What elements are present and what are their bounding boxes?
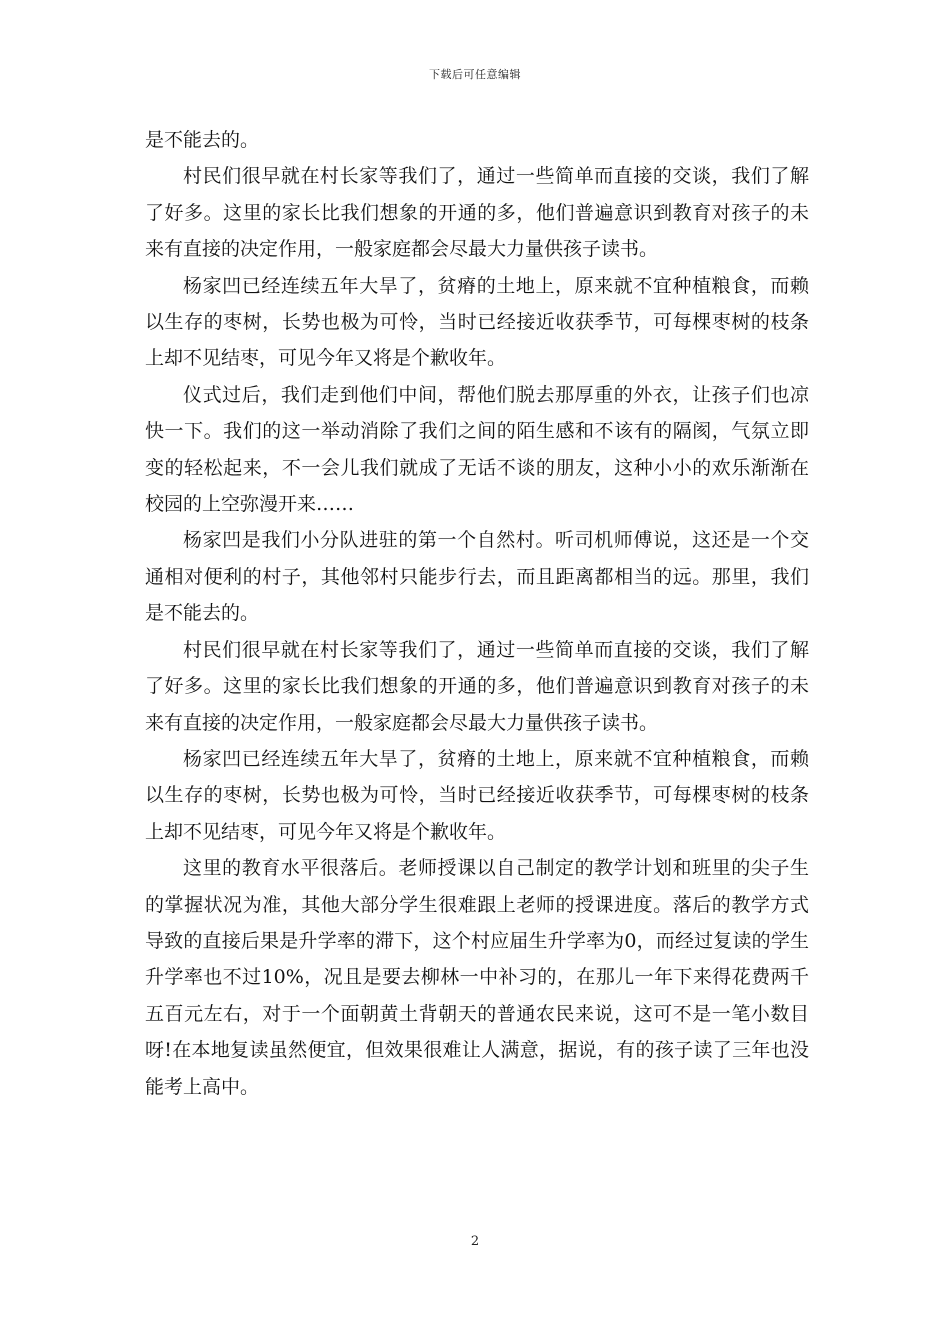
page-header: 下载后可任意编辑 bbox=[429, 68, 521, 81]
paragraph: 这里的教育水平很落后。老师授课以自己制定的教学计划和班里的尖子生的掌握状况为准，其他大部分学生很难跟上老师的授课进度。落后的教学方式导致的直接后果是升学率的滞下，这个村应届生升学率为0，而经过复读的学生升学率也不过10%，况且是要去柳林一中补习的，在那儿一年下来得花费两千五百元左右，对于一个面朝黄土背朝天的普通农民来说，这可不是一笔小数目呀!在本地复读虽然便宜，但效果很难让人满意，据说，有的孩子读了三年也没能考上高中。 bbox=[145, 857, 809, 1098]
paragraph: 杨家凹是我们小分队进驻的第一个自然村。听司机师傅说，这还是一个交通相对便利的村子，其他邻村只能步行去，而且距离都相当的远。那里，我们是不能去的。 bbox=[145, 529, 809, 625]
paragraph: 仪式过后，我们走到他们中间，帮他们脱去那厚重的外衣，让孩子们也凉快一下。我们的这一举动消除了我们之间的陌生感和不该有的隔阂，气氛立即变的轻松起来，不一会儿我们就成了无话不谈的朋友，这种小小的欢乐渐渐在校园的上空弥漫开来…… bbox=[145, 383, 809, 516]
paragraph: 村民们很早就在村长家等我们了，通过一些简单而直接的交谈，我们了解了好多。这里的家长比我们想象的开通的多，他们普遍意识到教育对孩子的未来有直接的决定作用，一般家庭都会尽最大力量供孩子读书。 bbox=[145, 165, 809, 261]
paragraph-continuation: 是不能去的。 bbox=[145, 129, 260, 151]
paragraph: 村民们很早就在村长家等我们了，通过一些简单而直接的交谈，我们了解了好多。这里的家长比我们想象的开通的多，他们普遍意识到教育对孩子的未来有直接的决定作用，一般家庭都会尽最大力量供孩子读书。 bbox=[145, 638, 809, 734]
paragraph: 杨家凹已经连续五年大旱了，贫瘠的土地上，原来就不宜种植粮食，而赖以生存的枣树，长势也极为可怜，当时已经接近收获季节，可每棵枣树的枝条上却不见结枣，可见今年又将是个歉收年。 bbox=[145, 274, 809, 370]
paragraph: 杨家凹已经连续五年大旱了，贫瘠的土地上，原来就不宜种植粮食，而赖以生存的枣树，长势也极为可怜，当时已经接近收获季节，可每棵枣树的枝条上却不见结枣，可见今年又将是个歉收年。 bbox=[145, 747, 809, 843]
page-number: 2 bbox=[470, 1234, 480, 1249]
document-body bbox=[145, 122, 809, 1105]
